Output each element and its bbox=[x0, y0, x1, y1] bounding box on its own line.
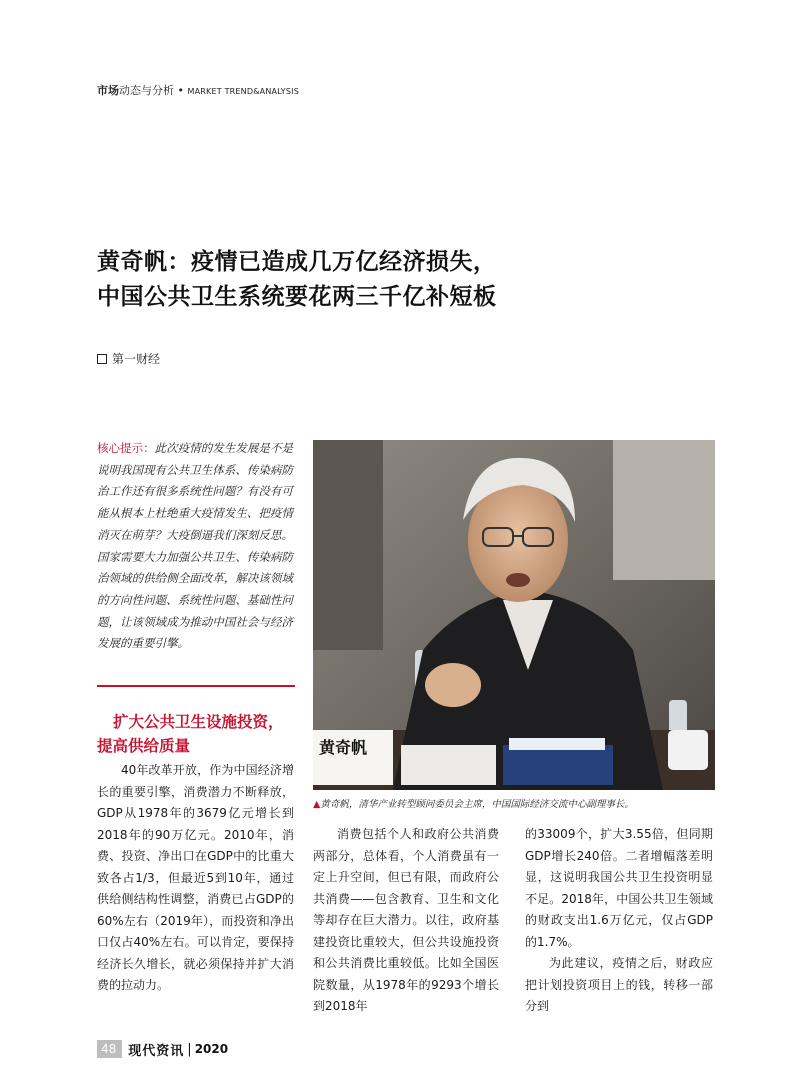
article-photo bbox=[313, 440, 715, 790]
body-column-3 bbox=[525, 824, 713, 1018]
section-heading-line-2: 提高供给质量 bbox=[97, 737, 191, 755]
abstract bbox=[97, 438, 293, 655]
body-column-1 bbox=[97, 760, 294, 997]
article-source bbox=[97, 350, 160, 367]
triangle-icon: ▲ bbox=[313, 799, 321, 810]
photo-illustration bbox=[313, 440, 715, 790]
running-header bbox=[97, 82, 299, 98]
caption-text: 黄奇帆，清华产业转型顾问委员会主席，中国国际经济交流中心副理事长。 bbox=[320, 799, 634, 810]
body-paragraph: 消费包括个人和政府公共消费两部分，总体看，个人消费虽有一定上升空间，但已有限，而政府公共消费——包含教育、卫生和文化等却存在巨大潜力。以往，政府基建投资比重较大，但公共设施投资和公共消费比重较低。比如全国医院数量，从1978年的9293个增长到2018年 bbox=[313, 827, 499, 1013]
header-section-strong: 市场 bbox=[97, 84, 119, 97]
photo-caption bbox=[313, 796, 634, 810]
body-column-2 bbox=[313, 824, 499, 1018]
header-section-en: MARKET TREND&ANALYSIS bbox=[187, 87, 299, 96]
abstract-divider bbox=[97, 685, 295, 687]
nameplate: 黄奇帆 bbox=[319, 738, 368, 757]
abstract-label: 核心提示： bbox=[97, 441, 155, 455]
body-paragraph: 40年改革开放，作为中国经济增长的重要引擎，消费潜力不断释放，GDP从1978年的3679亿元增长到2018年的90万亿元。2010年，消费、投资、净出口在GDP中的比重大致各占1/3，但最近5到10年，通过供给侧结构性调整，消费已占GDP的60%左右（2019年），而投资和净出口仅占40%左右。可以肯定，要保持经济长久增长，就必须保持并扩大消费的拉动力。 bbox=[97, 763, 294, 992]
page-number: 48 bbox=[97, 1040, 122, 1058]
footer-year: 2020 bbox=[194, 1042, 229, 1056]
header-section-rest: 动态与分析 bbox=[119, 84, 174, 97]
article-title-line-2: 中国公共卫生系统要花两三千亿补短板 bbox=[97, 284, 497, 310]
article-title-line-1: 黄奇帆：疫情已造成几万亿经济损失， bbox=[97, 249, 497, 275]
body-paragraph: 为此建议，疫情之后，财政应把计划投资项目上的钱，转移一部分到 bbox=[525, 956, 713, 1013]
square-icon bbox=[97, 354, 107, 364]
header-bullet: • bbox=[177, 84, 184, 97]
magazine-name: 现代资讯 bbox=[128, 1043, 185, 1059]
page-footer bbox=[97, 1040, 228, 1058]
footer-separator: | bbox=[187, 1041, 192, 1057]
abstract-text: 此次疫情的发生发展是不是说明我国现有公共卫生体系、传染病防治工作还有很多系统性问题？有没有可能从根本上杜绝重大疫情发生、把疫情消灭在萌芽？大疫倒逼我们深刻反思。国家需要大力加强公共卫生、传染病防治领域的供给侧全面改革，解决该领域的方向性问题、系统性问题、基础性问题，让该领域成为推动中国社会与经济发展的重要引擎。 bbox=[97, 441, 293, 651]
section-heading-line-1: 扩大公共卫生设施投资， bbox=[113, 713, 284, 731]
body-paragraph: 的33009个，扩大3.55倍，但同期GDP增长240倍。二者增幅落差明显，这说明我国公共卫生投资明显不足。2018年，中国公共卫生领域的财政支出1.6万亿元，仅占GDP的1.7%。 bbox=[525, 827, 713, 949]
source-label: 第一财经 bbox=[112, 352, 161, 366]
